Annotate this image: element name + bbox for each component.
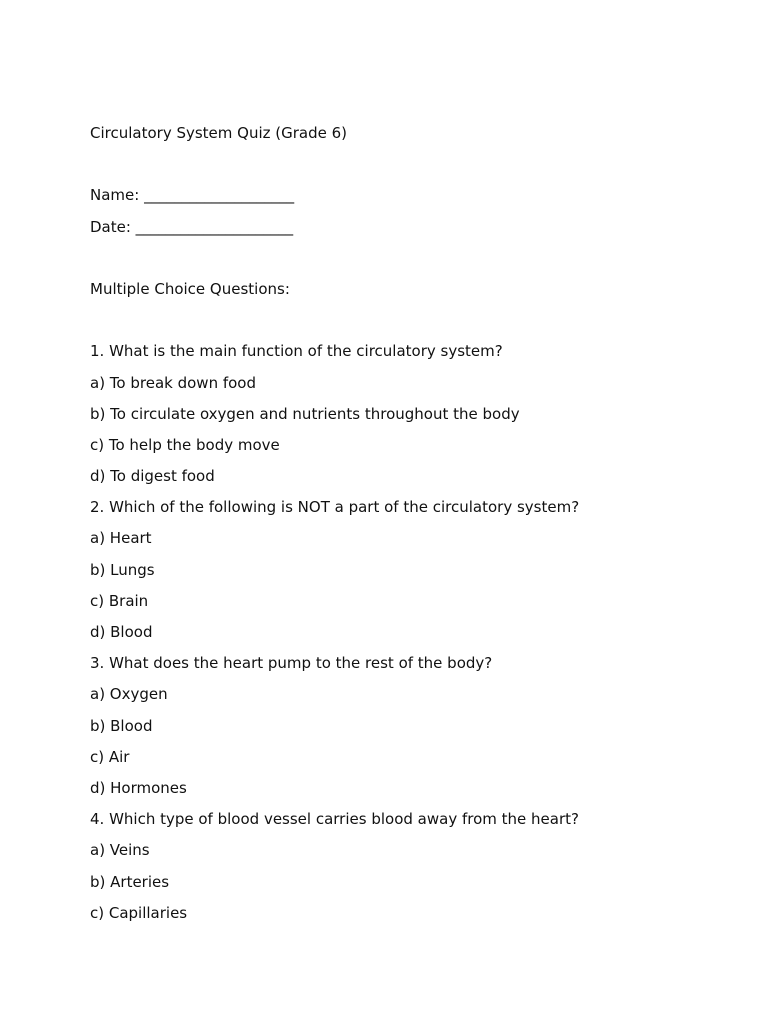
spacer — [90, 249, 710, 280]
answer-option: d) Blood — [90, 623, 153, 641]
answer-option: a) Veins — [90, 841, 150, 860]
spacer — [90, 155, 710, 186]
answer-option: c) Air — [90, 747, 130, 766]
question-text: 3. What does the heart pump to the rest of the body? — [90, 654, 493, 673]
answer-option: a) Heart — [90, 529, 152, 548]
answer-option: d) Hormones — [90, 778, 187, 797]
answer-option: b) Blood — [90, 716, 153, 735]
answer-option: c) Capillaries — [90, 903, 188, 922]
question-text: 1. What is the main function of the circulatory system? — [90, 342, 503, 361]
question-1 — [90, 342, 710, 498]
section-heading: Multiple Choice Questions: — [90, 279, 290, 298]
question-text: 2. Which of the following is NOT a part of the circulatory system? — [90, 498, 580, 517]
answer-option: a) Oxygen — [90, 685, 168, 704]
document-title: Circulatory System Quiz (Grade 6) — [90, 124, 348, 142]
answer-option: c) To help the body move — [90, 435, 280, 454]
quiz-document — [90, 124, 710, 935]
name-field-line: Name: ____________________ — [90, 186, 295, 205]
answer-option: b) To circulate oxygen and nutrients throughout the body — [90, 404, 520, 423]
question-4 — [90, 810, 710, 935]
question-2 — [90, 498, 710, 654]
answer-option: b) Lungs — [90, 560, 155, 579]
answer-option: a) To break down food — [90, 373, 257, 392]
answer-option: b) Arteries — [90, 872, 170, 891]
answer-option: c) Brain — [90, 591, 149, 610]
question-3 — [90, 654, 710, 810]
question-text: 4. Which type of blood vessel carries blood away from the heart? — [90, 810, 579, 829]
date-field-line: Date: _____________________ — [90, 217, 294, 236]
spacer — [90, 311, 710, 342]
answer-option: d) To digest food — [90, 467, 215, 486]
